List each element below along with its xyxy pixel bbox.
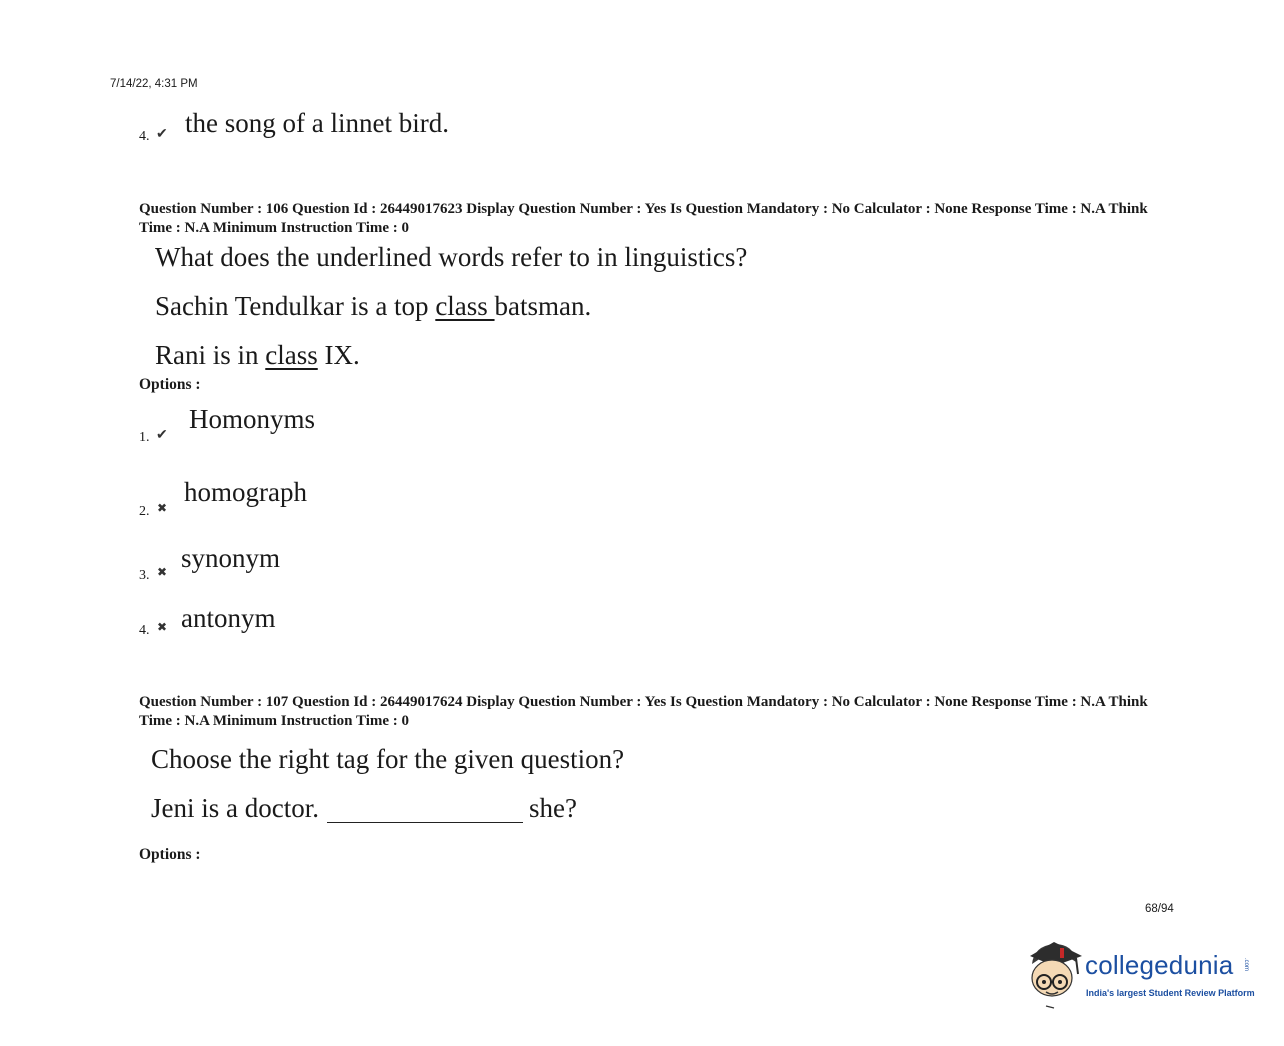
sentence-text-before: Jeni is a doctor. [151, 793, 319, 823]
page-number: 68/94 [1145, 903, 1174, 915]
option-3-number: 3. [139, 568, 150, 583]
cross-icon: ✖ [157, 565, 168, 579]
brand-name: collegedunia [1085, 950, 1234, 980]
question-107-sentence [151, 793, 577, 824]
check-icon: ✔ [156, 428, 168, 443]
option-4-text: antonym [181, 603, 276, 633]
question-106-example-1 [155, 291, 591, 322]
example-2-text-after: IX. [317, 340, 360, 370]
option-2-text: homograph [184, 477, 307, 507]
prev-option-text: the song of a linnet bird. [185, 108, 449, 138]
option-3-text: synonym [181, 543, 281, 573]
prev-option-number: 4. [139, 129, 150, 144]
question-106-options-label: Options : [139, 376, 201, 393]
cross-icon: ✖ [157, 501, 168, 515]
question-106-meta: Question Number : 106 Question Id : 26449017623 Display Question Number : Yes Is Question Mandatory : No Calculator : None Response Time : N.A Think Time : N.A Minimum Instruction Time : 0 [139, 201, 1148, 236]
option-4-number: 4. [139, 623, 150, 638]
check-icon: ✔ [156, 127, 168, 142]
print-timestamp: 7/14/22, 4:31 PM [110, 78, 198, 90]
example-1-underlined-word: class [435, 291, 495, 321]
option-1-number: 1. [139, 430, 150, 445]
cross-icon: ✖ [157, 620, 168, 634]
option-2-number: 2. [139, 504, 150, 519]
brand-tagline: India's largest Student Review Platform [1086, 988, 1255, 998]
mascot-logo-icon [1024, 938, 1088, 1010]
example-2-text-before: Rani is in [155, 340, 266, 370]
question-107-text: Choose the right tag for the given question? [151, 744, 625, 774]
example-1-text-before: Sachin Tendulkar is a top [155, 291, 436, 321]
example-2-underlined-word: class [265, 340, 318, 370]
brand-suffix: .com [1243, 958, 1249, 972]
question-107-meta: Question Number : 107 Question Id : 26449017624 Display Question Number : Yes Is Question Mandatory : No Calculator : None Response Time : N.A Think Time : N.A Minimum Instruction Time : 0 [139, 694, 1148, 729]
option-1-text: Homonyms [189, 404, 316, 434]
sentence-text-after: she? [528, 793, 577, 823]
question-106-text: What does the underlined words refer to in linguistics? [155, 242, 748, 272]
question-106-example-2 [155, 340, 360, 371]
question-107-options-label: Options : [139, 846, 201, 863]
fill-in-blank [327, 822, 523, 823]
example-1-text-after: batsman. [494, 291, 592, 321]
